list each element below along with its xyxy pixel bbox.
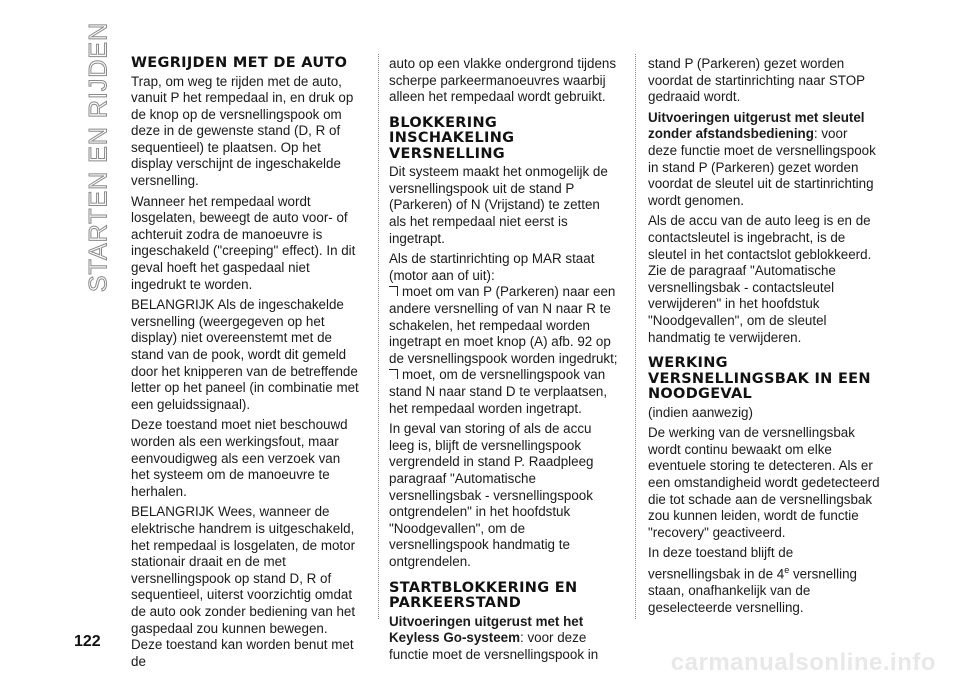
paragraph: Dit systeem maakt het onmogelijk de versnellingspook uit de stand P (Parkeren) of N (Vrijstand) te zetten als het rempedaal niet eerst is ingetrapt. (389, 164, 608, 246)
paragraph: auto op een vlakke ondergrond tijdens scherpe parkeermanoeuvres waarbij alleen het rempedaal wordt gebruikt. (389, 56, 617, 105)
paragraph: De werking van de versnellingsbak wordt continu bewaakt om elke eventuele storing te detecteren. Als er een omstandigheid wordt gedetecteerd die tot schade aan de versnellingsbak zou kunnen leiden, wordt de functie "recovery" geactiveerd. (648, 425, 880, 540)
paragraph-text: versnelling staan, onafhankelijk van de geselecteerde versnelling. (648, 566, 857, 615)
bullet-item (389, 367, 619, 417)
column-3 (648, 56, 880, 620)
subheading: Uitvoeringen uitgerust met het Keyless Go-systeem (389, 613, 584, 646)
paragraph-text: : voor deze functie moet de versnellingspook in stand P (Parkeren) gezet worden voordat de sleutel uit de startinrichting wordt genomen. (648, 126, 876, 208)
superscript: e (784, 564, 790, 575)
bullet-text: moet, om de versnellingspook van stand N naar stand D te verplaatsen, het rempedaal worden ingetrapt. (389, 367, 608, 416)
column-1 (131, 56, 359, 674)
column-divider (635, 54, 636, 619)
column-2 (389, 56, 619, 667)
paragraph: Als de startinrichting op MAR staat (motor aan of uit): (389, 251, 595, 283)
paragraph: BELANGRIJK Wees, wanneer de elektrische handrem is uitgeschakeld, het rempedaal is losgelaten, de motor stationair draait en de met versnellingspook op stand D, R of sequentieel, uiterst voorzichtig omdat de auto ook zonder bediening van het gaspedaal zou kunnen bewegen. Deze toestand kan worden benut met de (131, 504, 356, 669)
bullet-icon (389, 369, 398, 379)
paragraph: Als de accu van de auto leeg is en de contactsleutel is ingebracht, is de sleutel in het contactslot geblokkeerd. Zie de paragraaf "Automatische versnellingsbak - contactsleutel verwijderen" in het hoofdstuk "Noodgevallen", om de sleutel handmatig te verwijderen. (648, 213, 872, 345)
watermark-logo: carmanualsonline.info (670, 649, 936, 676)
section-heading: BLOKKERING INSCHAKELING VERSNELLING (389, 114, 515, 162)
section-heading: WERKING VERSNELLINGSBAK IN EEN NOODGEVAL (648, 355, 871, 403)
bullet-icon (389, 286, 398, 296)
paragraph (389, 614, 619, 664)
paragraph (648, 545, 880, 616)
bullet-text: moet om van P (Parkeren) naar een andere versnelling of van N naar R te schakelen, het rempedaal worden ingetrapt en moet knop (A) afb. 92 op de versnellingspook worden ingedrukt; (389, 284, 618, 366)
paragraph: In geval van storing of als de accu leeg is, blijft de versnellingspook vergrendeld in stand P. Raadpleeg paragraaf "Automatische versnellingsbak - versnellingspook ontgrendelen" in het hoofdstuk "Noodgevallen", om de versnellingspook handmatig te ontgrendelen. (389, 421, 594, 569)
paragraph: Wanneer het rempedaal wordt losgelaten, beweegt de auto voor- of achteruit zodra de manoeuvre is ingeschakeld ("creeping" effect). In dit geval hoeft het gaspedaal niet ingedrukt te worden. (131, 193, 356, 292)
section-heading: WEGRIJDEN MET DE AUTO (131, 55, 348, 71)
section-heading: STARTBLOKKERING EN PARKEERSTAND (389, 579, 578, 612)
subheading: Uitvoeringen uitgerust met sleutel zonder afstandsbediening (648, 109, 865, 142)
paragraph-text: : voor deze functie moet de versnellingspook in (389, 630, 599, 662)
paragraph: Trap, om weg te rijden met de auto, vanuit P het rempedaal in, en druk op de knop op de versnellingspook om deze in de gewenste stand (D, R of sequentieel) te plaatsen. Op het display verschijnt de ingeschakelde versnelling. (131, 73, 354, 189)
chapter-title: STARTEN EN RIJDEN (84, 21, 113, 293)
paragraph: BELANGRIJK Als de ingeschakelde versnelling (weergegeven op het display) niet overeenstemt met de stand van de pook, wordt dit gemeld door het knipperen van de betreffende letter op het paneel (in combinatie met een geluidssignaal). (131, 297, 359, 412)
paragraph: (indien aanwezig) (648, 404, 753, 420)
bullet-item (389, 284, 619, 367)
paragraph: Deze toestand moet niet beschouwd worden als een werkingsfout, maar eenvoudigweg als een verzoek van het systeem om de manoeuvre te herhalen. (131, 417, 348, 499)
paragraph (648, 110, 880, 210)
paragraph-text: In deze toestand blijft de versnellingsbak in de 4 (648, 545, 794, 582)
page-number: 122 (74, 633, 101, 650)
paragraph: stand P (Parkeren) gezet worden voordat de startinrichting naar STOP gedraaid wordt. (648, 56, 865, 105)
chapter-side-tab (84, 21, 114, 293)
column-divider (378, 54, 379, 619)
